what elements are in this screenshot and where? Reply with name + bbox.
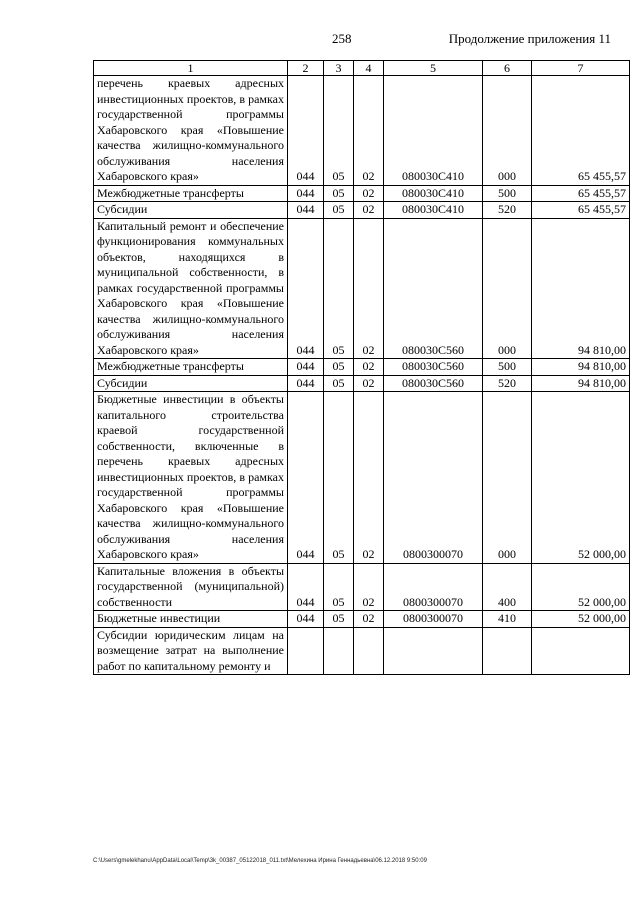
section-code: 05 xyxy=(324,611,354,628)
file-path-footer: C:\Users\gmelekhanu\AppData\Local\Temp\3k_00387_05122018_011.txt\Мелехина Ирина Геннадьевна\06.12.2018 9:50:09 xyxy=(93,858,427,864)
department-code: 044 xyxy=(288,76,324,186)
expense-type-code: 000 xyxy=(483,218,532,359)
table-row xyxy=(94,218,630,359)
item-name: Бюджетные инвестиции в объекты капитального строительства краевой государственной собственности, включенные в перечень краевых адресных инвестиционных проектов, в рамках государственной программы Хабаровского края «Повышение качества жилищно-коммунального обслуживания населения Хабаровского края» xyxy=(94,392,288,564)
section-code: 05 xyxy=(324,392,354,564)
target-article-code: 080030С410 xyxy=(384,202,483,219)
table-row xyxy=(94,202,630,219)
subsection-code: 02 xyxy=(354,392,384,564)
item-name: Субсидии xyxy=(94,375,288,392)
column-header: 5 xyxy=(384,61,483,76)
subsection-code: 02 xyxy=(354,611,384,628)
target-article-code: 0800300070 xyxy=(384,611,483,628)
subsection-code: 02 xyxy=(354,185,384,202)
subsection-code: 02 xyxy=(354,76,384,186)
subsection-code xyxy=(354,627,384,675)
column-header: 7 xyxy=(532,61,630,76)
department-code: 044 xyxy=(288,185,324,202)
department-code: 044 xyxy=(288,375,324,392)
expense-type-code: 520 xyxy=(483,375,532,392)
target-article-code: 0800300070 xyxy=(384,392,483,564)
column-header: 6 xyxy=(483,61,532,76)
section-code: 05 xyxy=(324,375,354,392)
item-name: Субсидии юридическим лицам на возмещение затрат на выполнение работ по капитальному ремонту и xyxy=(94,627,288,675)
target-article-code: 080030С410 xyxy=(384,185,483,202)
amount xyxy=(532,627,630,675)
department-code: 044 xyxy=(288,611,324,628)
amount: 65 455,57 xyxy=(532,185,630,202)
table-row xyxy=(94,375,630,392)
expense-type-code: 000 xyxy=(483,392,532,564)
expense-type-code: 500 xyxy=(483,359,532,376)
section-code: 05 xyxy=(324,202,354,219)
expense-type-code: 410 xyxy=(483,611,532,628)
column-header: 2 xyxy=(288,61,324,76)
amount: 52 000,00 xyxy=(532,611,630,628)
table-row xyxy=(94,611,630,628)
subsection-code: 02 xyxy=(354,563,384,611)
amount: 52 000,00 xyxy=(532,392,630,564)
department-code: 044 xyxy=(288,202,324,219)
budget-table xyxy=(93,60,630,675)
table-row xyxy=(94,392,630,564)
expense-type-code: 000 xyxy=(483,76,532,186)
item-name: Бюджетные инвестиции xyxy=(94,611,288,628)
department-code xyxy=(288,627,324,675)
department-code: 044 xyxy=(288,392,324,564)
target-article-code xyxy=(384,627,483,675)
section-code: 05 xyxy=(324,76,354,186)
expense-type-code: 520 xyxy=(483,202,532,219)
target-article-code: 080030С560 xyxy=(384,375,483,392)
section-code: 05 xyxy=(324,359,354,376)
amount: 94 810,00 xyxy=(532,359,630,376)
amount: 94 810,00 xyxy=(532,218,630,359)
item-name: Межбюджетные трансферты xyxy=(94,359,288,376)
table-row xyxy=(94,359,630,376)
item-name: Межбюджетные трансферты xyxy=(94,185,288,202)
subsection-code: 02 xyxy=(354,359,384,376)
amount: 94 810,00 xyxy=(532,375,630,392)
column-header: 4 xyxy=(354,61,384,76)
amount: 65 455,57 xyxy=(532,76,630,186)
continuation-label: Продолжение приложения 11 xyxy=(448,31,611,46)
item-name: Капитальный ремонт и обеспечение функционирования коммунальных объектов, находящихся в муниципальной собственности, в рамках государственной программы Хабаровского края «Повышение качества жилищно-коммунального обслуживания населения Хабаровского края» xyxy=(94,218,288,359)
target-article-code: 080030С410 xyxy=(384,76,483,186)
department-code: 044 xyxy=(288,218,324,359)
target-article-code: 080030С560 xyxy=(384,218,483,359)
item-name: перечень краевых адресных инвестиционных проектов, в рамках государственной программы Хабаровского края «Повышение качества жилищно-коммунального обслуживания населения Хабаровского края» xyxy=(94,76,288,186)
table-header-row xyxy=(94,61,630,76)
expense-type-code: 400 xyxy=(483,563,532,611)
table-row xyxy=(94,76,630,186)
amount: 65 455,57 xyxy=(532,202,630,219)
table-row xyxy=(94,185,630,202)
subsection-code: 02 xyxy=(354,202,384,219)
subsection-code: 02 xyxy=(354,375,384,392)
column-header: 3 xyxy=(324,61,354,76)
target-article-code: 080030С560 xyxy=(384,359,483,376)
expense-type-code: 500 xyxy=(483,185,532,202)
section-code: 05 xyxy=(324,185,354,202)
target-article-code: 0800300070 xyxy=(384,563,483,611)
item-name: Капитальные вложения в объекты государственной (муниципальной) собственности xyxy=(94,563,288,611)
table-row xyxy=(94,563,630,611)
column-header: 1 xyxy=(94,61,288,76)
subsection-code: 02 xyxy=(354,218,384,359)
section-code xyxy=(324,627,354,675)
section-code: 05 xyxy=(324,218,354,359)
table-row xyxy=(94,627,630,675)
expense-type-code xyxy=(483,627,532,675)
section-code: 05 xyxy=(324,563,354,611)
item-name: Субсидии xyxy=(94,202,288,219)
amount: 52 000,00 xyxy=(532,563,630,611)
page-number: 258 xyxy=(332,31,352,46)
department-code: 044 xyxy=(288,563,324,611)
department-code: 044 xyxy=(288,359,324,376)
